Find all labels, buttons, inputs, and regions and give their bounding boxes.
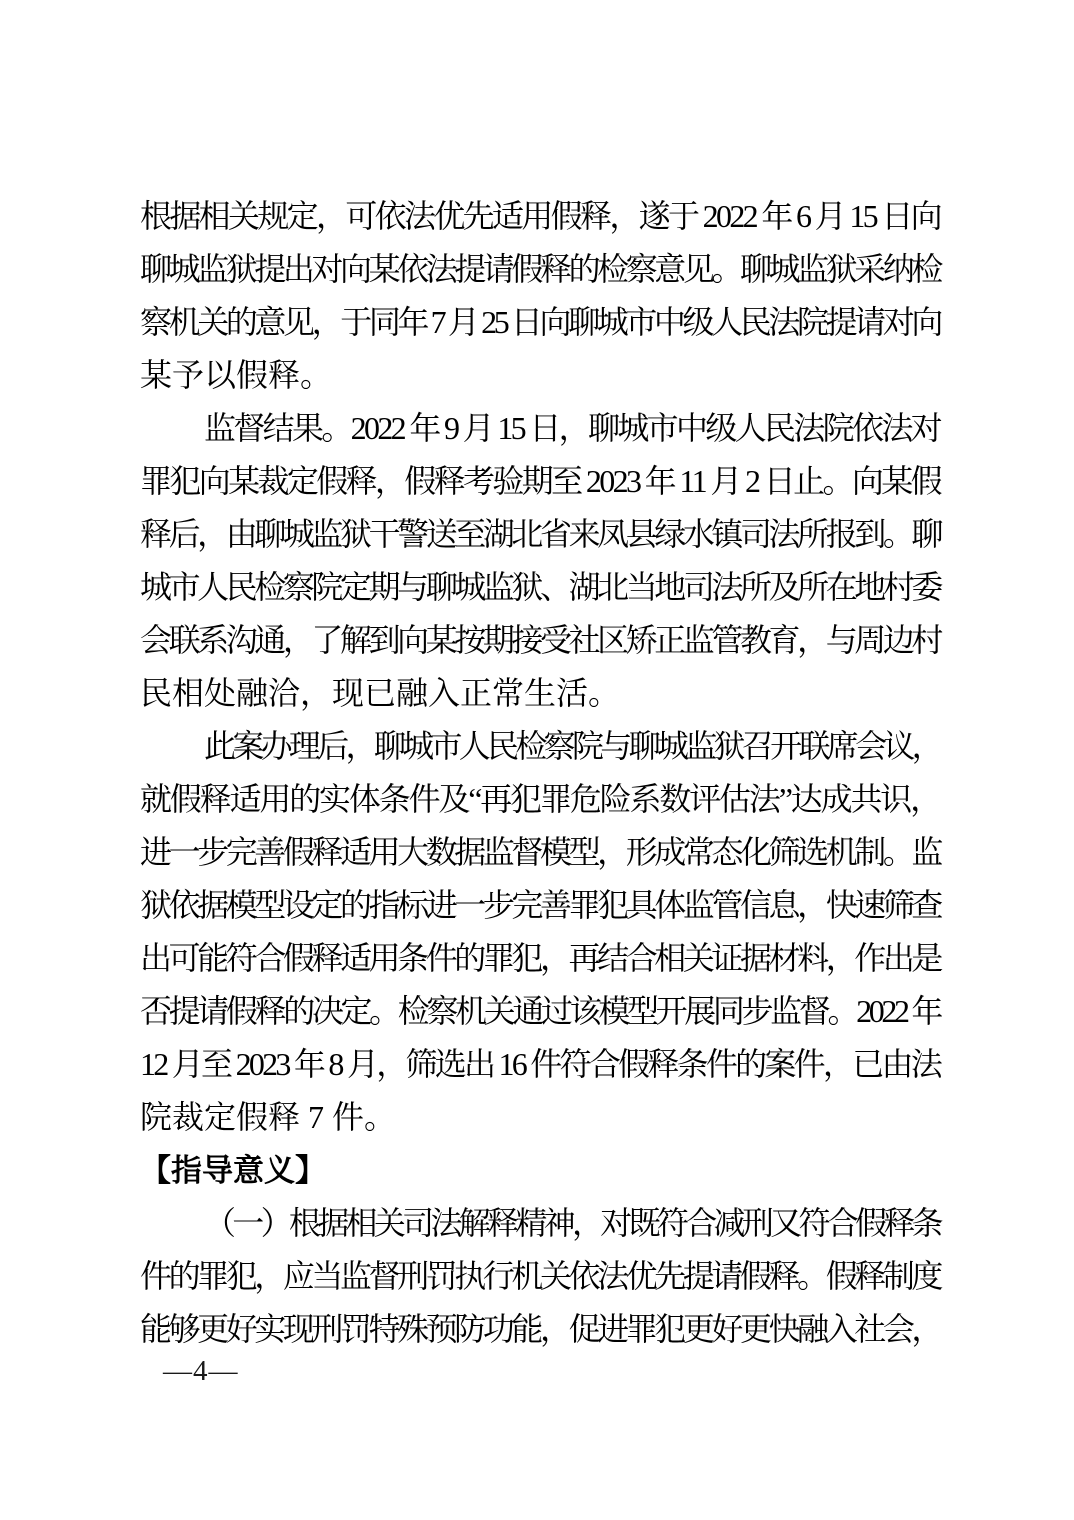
text-line-content: （一）根据相关司法解释精神，对既符合减刑又符合假释条 — [204, 1205, 940, 1241]
document-body — [140, 190, 940, 1356]
text-line-content: 就假释适用的实体条件及“再犯罪危险系数评估法”达成共识， — [140, 781, 940, 817]
text-line — [140, 349, 940, 402]
text-line-content: 聊城监狱提出对向某依法提请假释的检察意见。聊城监狱采纳检 — [140, 251, 940, 287]
text-line — [140, 614, 940, 667]
text-line — [140, 455, 940, 508]
text-line — [140, 1250, 940, 1303]
text-line — [140, 826, 940, 879]
text-line-content: 否提请假释的决定。检察机关通过该模型开展同步监督。2022 年 — [140, 993, 940, 1029]
text-line — [140, 561, 940, 614]
text-line-content: 件的罪犯，应当监督刑罚执行机关依法优先提请假释。假释制度 — [140, 1258, 940, 1294]
text-line — [140, 985, 940, 1038]
text-line-content: 罪犯向某裁定假释，假释考验期至 2023 年 11 月 2 日止。向某假 — [140, 463, 940, 499]
text-line-content: 能够更好实现刑罚特殊预防功能，促进罪犯更好更快融入社会， — [140, 1311, 940, 1347]
text-line-content: 院裁定假释 7 件。 — [140, 1099, 397, 1135]
text-line — [140, 720, 940, 773]
text-line — [140, 296, 940, 349]
text-line — [140, 932, 940, 985]
text-line — [140, 1303, 940, 1356]
section-heading-guiding-significance — [140, 1144, 940, 1197]
section-heading-text: 【指导意义】 — [140, 1153, 326, 1188]
text-line-content: 此案办理后，聊城市人民检察院与聊城监狱召开联席会议， — [204, 728, 940, 764]
text-line — [140, 508, 940, 561]
text-line-content: 进一步完善假释适用大数据监督模型，形成常态化筛选机制。监 — [140, 834, 940, 870]
text-line-content: 释后，由聊城监狱干警送至湖北省来凤县绿水镇司法所报到。聊 — [140, 516, 940, 552]
text-line — [140, 1197, 940, 1250]
text-line — [140, 1038, 940, 1091]
text-line-content: 根据相关规定，可依法优先适用假释，遂于 2022 年 6 月 15 日向 — [140, 198, 940, 234]
text-line-content: 12 月至 2023 年 8 月，筛选出 16 件符合假释条件的案件，已由法 — [140, 1046, 940, 1082]
text-line — [140, 1091, 940, 1144]
text-line-content: 察机关的意见，于同年 7 月 25 日向聊城市中级人民法院提请对向 — [140, 304, 940, 340]
text-line-content: 城市人民检察院定期与聊城监狱、湖北当地司法所及所在地村委 — [140, 569, 940, 605]
text-line — [140, 879, 940, 932]
text-line — [140, 667, 940, 720]
text-line-content: 民相处融洽，现已融入正常生活。 — [140, 675, 621, 711]
text-line-content: 狱依据模型设定的指标进一步完善罪犯具体监管信息，快速筛查 — [140, 887, 940, 923]
text-line — [140, 190, 940, 243]
text-line-content: 监督结果。2022 年 9 月 15 日，聊城市中级人民法院依法对 — [204, 410, 940, 446]
text-line-content: 出可能符合假释适用条件的罪犯，再结合相关证据材料，作出是 — [140, 940, 940, 976]
text-line-content: 某予以假释。 — [140, 357, 333, 393]
text-line — [140, 402, 940, 455]
text-line-content: 会联系沟通，了解到向某按期接受社区矫正监管教育，与周边村 — [140, 622, 940, 658]
text-line — [140, 773, 940, 826]
page-number: —4— — [163, 1355, 239, 1387]
text-line — [140, 243, 940, 296]
